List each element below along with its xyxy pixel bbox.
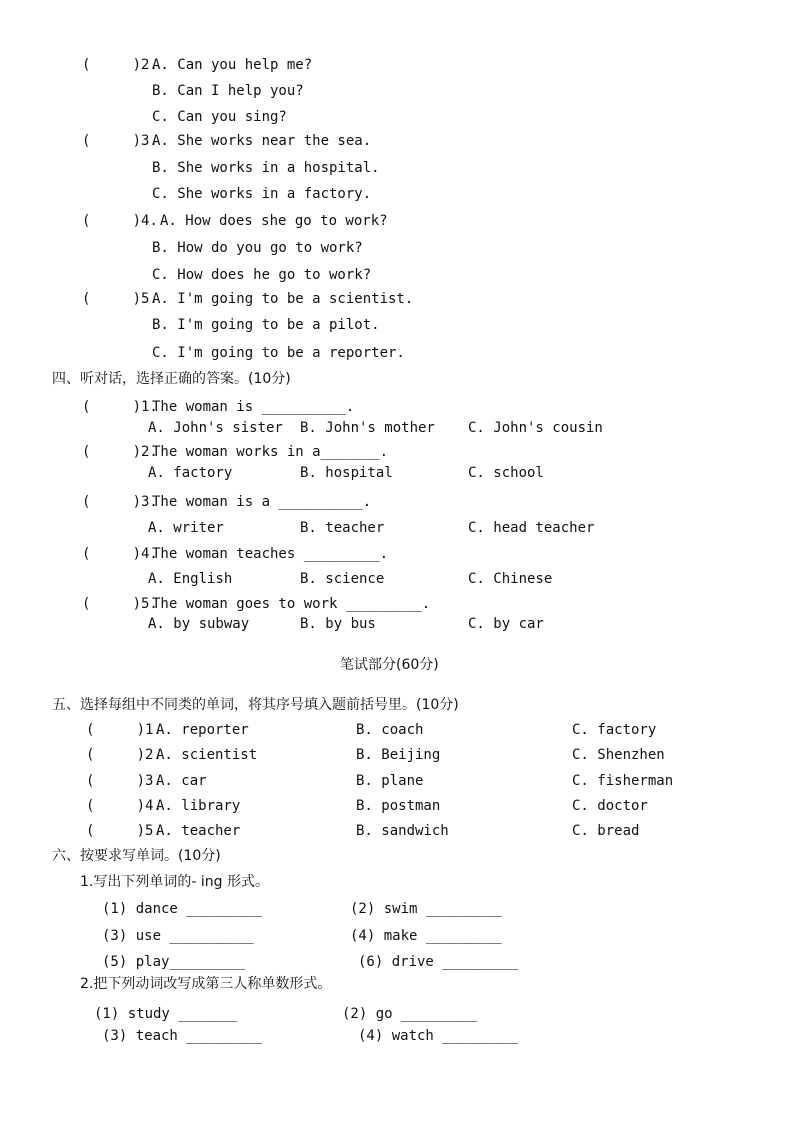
option-a: A. I'm going to be a scientist.: [152, 291, 414, 307]
question-number: ( )1.: [86, 722, 162, 738]
fill-item: (1) dance _________: [102, 901, 263, 917]
question-number: ( )3.: [82, 494, 158, 510]
section-title: 六、按要求写单词。(10分): [52, 848, 221, 864]
question-number: ( )3.: [86, 773, 162, 789]
part2-title: 2.把下列动词改写成第三人称单数形式。: [80, 976, 332, 992]
question-stem: The woman goes to work _________.: [152, 596, 431, 612]
option-a: A. teacher: [156, 823, 241, 839]
option-c: C. by car: [468, 616, 544, 632]
option-c: C. fisherman: [572, 773, 674, 789]
section-title: 五、选择每组中不同类的单词，将其序号填入题前括号里。(10分): [52, 697, 459, 713]
fill-item: (3) use __________: [102, 928, 254, 944]
option-a: A. scientist: [156, 747, 258, 763]
option-a: A. writer: [148, 520, 224, 536]
option-a: A. She works near the sea.: [152, 133, 372, 149]
fill-item: (2) swim _________: [350, 901, 502, 917]
part1-title: 1.写出下列单词的- ing 形式。: [80, 874, 269, 890]
option-a: A. reporter: [156, 722, 249, 738]
option-c: C. school: [468, 465, 544, 481]
written-part-title: 笔试部分(60分): [340, 657, 439, 673]
question-stem: The woman is a __________.: [152, 494, 372, 510]
option-a: A. by subway: [148, 616, 250, 632]
fill-item: (5) play_________: [102, 954, 246, 970]
section-title: 四、听对话，选择正确的答案。(10分): [52, 371, 291, 387]
option-b: B. teacher: [300, 520, 385, 536]
option-b: B. Can I help you?: [152, 83, 304, 99]
option-a: A. factory: [148, 465, 233, 481]
option-b: B. sandwich: [356, 823, 449, 839]
question-number: ( )2.: [86, 747, 162, 763]
option-b: B. hospital: [300, 465, 393, 481]
question-number: ( )2.: [82, 57, 158, 73]
option-c: C. John's cousin: [468, 420, 603, 436]
option-a: A. John's sister: [148, 420, 283, 436]
fill-item: (4) make _________: [350, 928, 502, 944]
option-a: A. Can you help me?: [152, 57, 313, 73]
question-number: ( )5.: [86, 823, 162, 839]
option-a: A. How does she go to work?: [160, 213, 388, 229]
question-number: ( )4.: [82, 546, 158, 562]
question-stem: The woman teaches _________.: [152, 546, 389, 562]
option-b: B. Beijing: [356, 747, 441, 763]
fill-item: (2) go _________: [342, 1006, 477, 1022]
question-number: ( )4.: [82, 213, 158, 229]
question-number: ( )2.: [82, 444, 158, 460]
option-c: C. factory: [572, 722, 657, 738]
option-b: B. by bus: [300, 616, 376, 632]
option-c: C. Chinese: [468, 571, 553, 587]
option-c: C. bread: [572, 823, 640, 839]
option-c: C. Shenzhen: [572, 747, 665, 763]
question-number: ( )1.: [82, 399, 158, 415]
option-b: B. I'm going to be a pilot.: [152, 317, 380, 333]
fill-item: (1) study _______: [94, 1006, 238, 1022]
question-stem: The woman works in a_______.: [152, 444, 389, 460]
option-c: C. She works in a factory.: [152, 186, 372, 202]
option-c: C. How does he go to work?: [152, 267, 372, 283]
option-b: B. coach: [356, 722, 424, 738]
option-b: B. postman: [356, 798, 441, 814]
option-b: B. John's mother: [300, 420, 435, 436]
option-c: C. head teacher: [468, 520, 595, 536]
question-stem: The woman is __________.: [152, 399, 355, 415]
option-c: C. I'm going to be a reporter.: [152, 345, 405, 361]
option-b: B. She works in a hospital.: [152, 160, 380, 176]
option-a: A. car: [156, 773, 207, 789]
question-number: ( )5.: [82, 596, 158, 612]
fill-item: (6) drive _________: [358, 954, 519, 970]
option-b: B. plane: [356, 773, 424, 789]
option-b: B. science: [300, 571, 385, 587]
option-a: A. English: [148, 571, 233, 587]
question-number: ( )5.: [82, 291, 158, 307]
fill-item: (4) watch _________: [358, 1028, 519, 1044]
option-b: B. How do you go to work?: [152, 240, 363, 256]
option-c: C. Can you sing?: [152, 109, 287, 125]
question-number: ( )4.: [86, 798, 162, 814]
option-c: C. doctor: [572, 798, 648, 814]
fill-item: (3) teach _________: [102, 1028, 263, 1044]
option-a: A. library: [156, 798, 241, 814]
question-number: ( )3.: [82, 133, 158, 149]
